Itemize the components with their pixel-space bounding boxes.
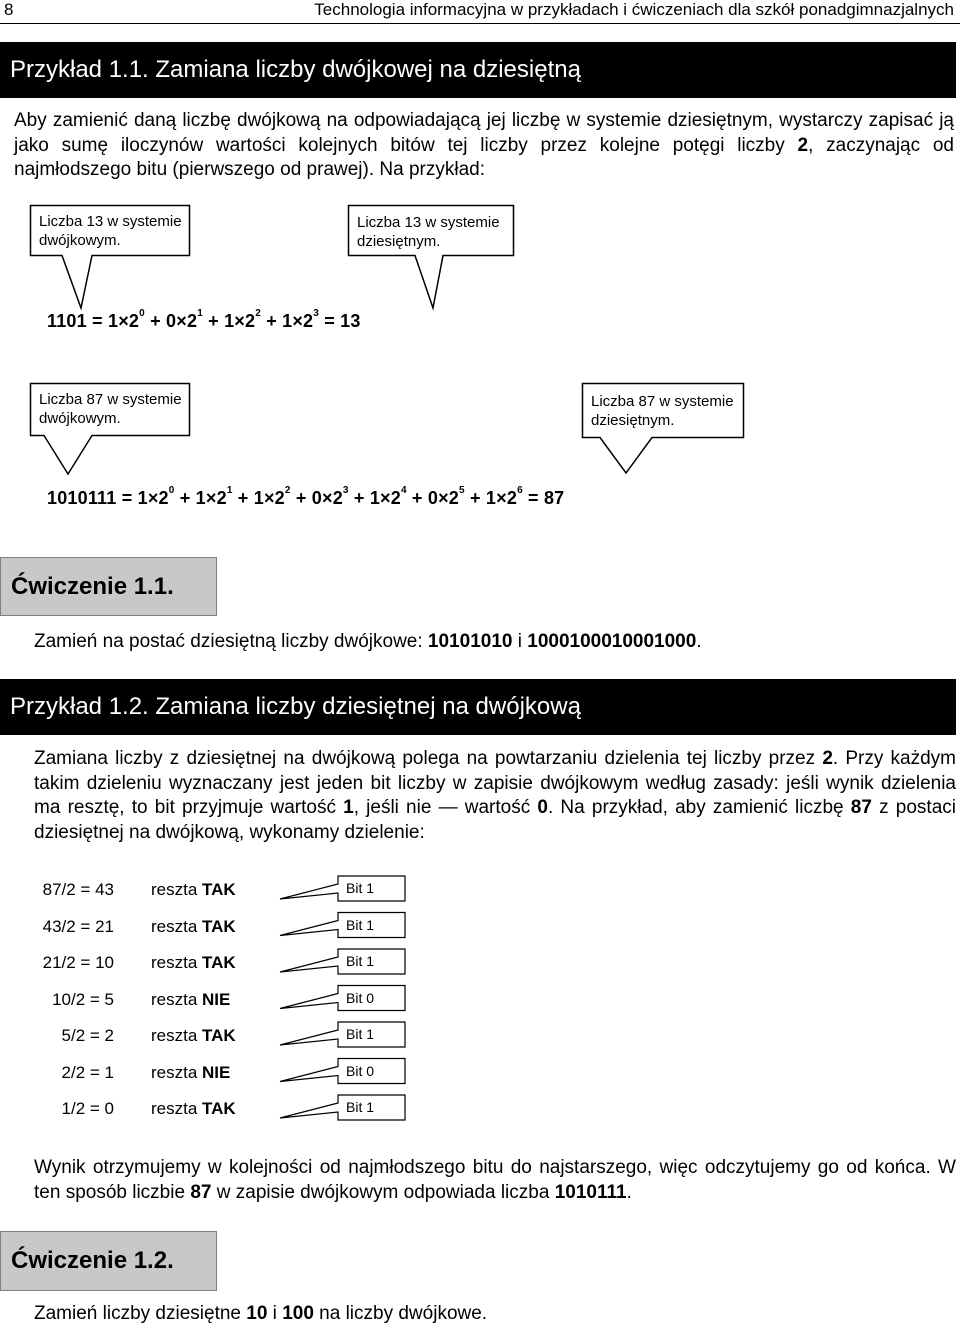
remainder-word: reszta <box>151 1026 198 1045</box>
page-number: 8 <box>4 0 14 19</box>
division-expression: 10/2 = 5 <box>52 989 114 1009</box>
division-expression: 2/2 = 1 <box>61 1062 114 1082</box>
remainder-value: TAK <box>202 953 236 972</box>
remainder-word: reszta <box>151 1099 198 1118</box>
bit-label: Bit 1 <box>346 880 375 896</box>
page-header <box>4 0 954 20</box>
bit-label: Bit 0 <box>346 989 375 1006</box>
exercise-1-text: Zamień na postać dziesiętną liczby dwójkowe: 10101010 i 1000100010001000. <box>34 631 702 652</box>
remainder-value: TAK <box>202 1099 236 1118</box>
division-expression: 1/2 = 0 <box>61 1099 114 1118</box>
remainder-word: reszta <box>151 916 198 936</box>
bit-label: Bit 0 <box>346 1062 375 1079</box>
division-row <box>0 1024 960 1048</box>
bit-label: Bit 1 <box>346 916 375 933</box>
book-title: Technologia informacyjna w przykładach i ćwiczeniach dla szkół ponadgimnazjalnych <box>314 0 954 19</box>
callout-13-binary: Liczba 13 w systemie dwójkowym. <box>39 213 182 249</box>
callout-87-binary: Liczba 87 w systemie dwójkowym. <box>39 391 182 427</box>
division-row <box>0 915 960 939</box>
division-row <box>0 878 960 902</box>
division-row <box>0 1097 960 1121</box>
division-remainder <box>151 953 236 973</box>
remainder-word: reszta <box>151 1062 198 1082</box>
remainder-word: reszta <box>151 953 198 972</box>
example-2-heading-text: Przykład 1.2. Zamiana liczby dziesiętnej na dwójkową <box>10 693 581 720</box>
division-remainder <box>151 990 230 1010</box>
example-2-heading <box>0 679 956 735</box>
bit-label: Bit 1 <box>346 953 375 969</box>
exercise-2-label: Ćwiczenie 1.2. <box>0 1231 217 1291</box>
division-remainder <box>151 1026 236 1046</box>
division-table <box>0 870 960 1130</box>
exercise-1-label: Ćwiczenie 1.1. <box>0 557 217 616</box>
example-1-heading <box>0 42 956 98</box>
division-remainder <box>151 1099 236 1119</box>
division-remainder <box>151 1063 230 1083</box>
remainder-value: TAK <box>202 880 236 899</box>
division-remainder <box>151 917 236 937</box>
callout-13-decimal: Liczba 13 w systemie dziesiętnym. <box>357 214 500 250</box>
exercise-2-text: Zamień liczby dziesiętne 10 i 100 na liczby dwójkowe. <box>34 1303 488 1324</box>
example-2-conclusion: Wynik otrzymujemy w kolejności od najmłodszego bitu do najstarszego, więc odczytujemy go od końca. W ten sposób liczbie 87 w zapisie dwójkowym odpowiada liczba 1010111. <box>34 1157 956 1203</box>
division-expression: 43/2 = 21 <box>42 916 114 936</box>
equation-13: $1101 = 1\times 2^0 + 0\times 2^1 + 1\times 2^2 + 1\times 2^3 = 13$ <box>47 308 361 331</box>
division-row <box>0 988 960 1012</box>
remainder-value: NIE <box>202 1062 231 1082</box>
remainder-value: TAK <box>202 1026 236 1045</box>
division-remainder <box>151 880 236 900</box>
remainder-value: TAK <box>202 916 236 936</box>
remainder-word: reszta <box>151 880 198 899</box>
example-2-intro: Zamiana liczby z dziesiętnej na dwójkową polega na powtarzaniu dzielenia tej liczby przez 2. Przy każdym takim dzieleniu wyznaczany jest jeden bit liczby w zapisie dwójkowym według zasady: jeśli wynik dzielenia ma resztę, to bit przyjmuje wartość 1, jeśli nie — wartość 0. Na przykład, aby zamienić liczbę 87 z postaci dziesiętnej na dwójkową, wykonamy dzielenie: <box>34 748 956 843</box>
division-expression: 21/2 = 10 <box>42 953 114 972</box>
division-expression: 87/2 = 43 <box>42 880 114 899</box>
division-row <box>0 1061 960 1085</box>
remainder-value: NIE <box>202 989 231 1009</box>
division-expression: 5/2 = 2 <box>61 1026 114 1045</box>
callout-87-decimal: Liczba 87 w systemie dziesiętnym. <box>591 393 734 429</box>
example-1-heading-text: Przykład 1.1. Zamiana liczby dwójkowej na dziesiętną <box>10 56 581 83</box>
example-1-intro: Aby zamienić daną liczbę dwójkową na odpowiadającą jej liczbę w systemie dziesiętnym, wystarczy zapisać ją jako sumę iloczynów wartości kolejnych bitów tej liczby przez kolejne potęgi liczby 2, zaczynając od najmłodszego bitu (pierwszego od prawej). Na przykład: <box>14 110 955 180</box>
bit-label: Bit 1 <box>346 1099 375 1115</box>
bit-label: Bit 1 <box>346 1026 375 1042</box>
remainder-word: reszta <box>151 989 198 1009</box>
division-row <box>0 951 960 975</box>
header-divider <box>0 23 960 24</box>
equation-87: $1010111 = 1\times 2^0 + 1\times 2^1 + 1\times 2^2 + 0\times 2^3 + 1\times 2^4 + 0\times 2^5 + 1\times 2^6 = 87$ <box>47 485 565 508</box>
